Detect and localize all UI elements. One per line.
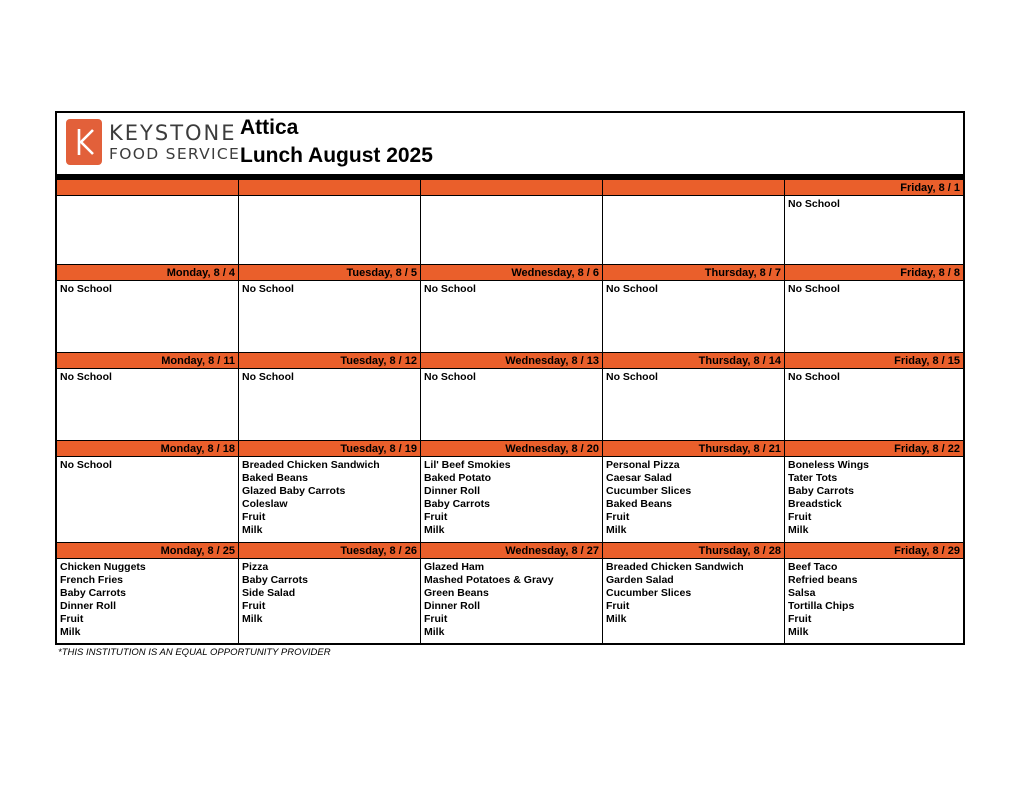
day-menu (603, 457, 784, 543)
day-cell (421, 265, 603, 353)
day-cell (785, 180, 963, 265)
day-cell (57, 265, 239, 353)
day-menu (603, 281, 784, 353)
day-cell (57, 543, 239, 645)
day-menu (603, 559, 784, 645)
menu-item: Milk (242, 524, 263, 536)
menu-item: Milk (60, 626, 81, 638)
menu-item: Milk (606, 524, 627, 536)
menu-item: Baby Carrots (242, 574, 308, 586)
menu-item: Refried beans (788, 574, 858, 586)
day-cell (239, 543, 421, 645)
menu-item: Milk (788, 626, 809, 638)
menu-item: No School (424, 371, 476, 383)
menu-item: Baked Potato (424, 472, 492, 484)
day-menu (57, 457, 238, 543)
menu-item: Side Salad (242, 587, 296, 599)
menu-item: French Fries (60, 574, 124, 586)
day-menu (239, 196, 420, 265)
menu-item: Fruit (424, 511, 448, 523)
day-menu (421, 369, 602, 441)
menu-item: Fruit (606, 511, 630, 523)
day-header: Tuesday, 8 / 12 (239, 353, 420, 369)
menu-item: Chicken Nuggets (60, 561, 146, 573)
menu-item: Baby Carrots (424, 498, 490, 510)
day-header: Monday, 8 / 25 (57, 543, 238, 559)
menu-item: Milk (242, 613, 263, 625)
day-cell (603, 441, 785, 543)
menu-item: Dinner Roll (60, 600, 117, 612)
keystone-logo (66, 119, 241, 165)
day-cell (785, 353, 963, 441)
day-menu (239, 559, 420, 645)
menu-item: Fruit (60, 613, 84, 625)
menu-item: Mashed Potatoes & Gravy (424, 574, 554, 586)
day-cell (57, 353, 239, 441)
menu-item: Milk (424, 524, 445, 536)
menu-item: No School (788, 371, 840, 383)
day-menu (57, 559, 238, 645)
week-row (57, 180, 963, 265)
day-cell (603, 265, 785, 353)
menu-item: Fruit (242, 511, 266, 523)
day-cell (421, 353, 603, 441)
menu-item: Fruit (788, 613, 812, 625)
day-header: Tuesday, 8 / 26 (239, 543, 420, 559)
menu-item: Breaded Chicken Sandwich (242, 459, 380, 471)
day-menu (785, 369, 963, 441)
day-cell (603, 353, 785, 441)
week-row (57, 353, 963, 441)
menu-item: Dinner Roll (424, 600, 481, 612)
day-header: Tuesday, 8 / 5 (239, 265, 420, 281)
menu-item: No School (788, 198, 840, 210)
day-menu (603, 369, 784, 441)
day-menu (239, 457, 420, 543)
menu-item: Baked Beans (606, 498, 672, 510)
day-header: Monday, 8 / 4 (57, 265, 238, 281)
day-header (239, 180, 420, 196)
day-header: Friday, 8 / 22 (785, 441, 963, 457)
day-header: Monday, 8 / 11 (57, 353, 238, 369)
menu-item: Fruit (242, 600, 266, 612)
day-menu (239, 369, 420, 441)
day-header: Wednesday, 8 / 27 (421, 543, 602, 559)
menu-item: Baby Carrots (788, 485, 854, 497)
day-cell (785, 543, 963, 645)
logo-wordmark-bottom: FOOD SERVICE (109, 145, 241, 163)
keystone-k-icon (66, 119, 102, 165)
menu-item: Baked Beans (242, 472, 308, 484)
menu-item: Caesar Salad (606, 472, 672, 484)
day-header: Friday, 8 / 29 (785, 543, 963, 559)
day-cell (239, 265, 421, 353)
day-menu (421, 196, 602, 265)
day-cell (421, 441, 603, 543)
day-cell (603, 180, 785, 265)
day-cell (57, 441, 239, 543)
site-name: Attica (240, 116, 299, 139)
day-menu (57, 369, 238, 441)
day-cell (239, 180, 421, 265)
menu-item: No School (606, 283, 658, 295)
day-menu (785, 281, 963, 353)
day-cell (57, 180, 239, 265)
menu-item: No School (606, 371, 658, 383)
menu-item: Pizza (242, 561, 269, 573)
day-cell (421, 180, 603, 265)
day-menu (785, 196, 963, 265)
day-header: Wednesday, 8 / 6 (421, 265, 602, 281)
week-row (57, 265, 963, 353)
day-header: Wednesday, 8 / 20 (421, 441, 602, 457)
menu-item: Breadstick (788, 498, 842, 510)
menu-item: No School (60, 459, 112, 471)
menu-item: Glazed Baby Carrots (242, 485, 346, 497)
menu-item: No School (60, 283, 112, 295)
day-header: Thursday, 8 / 21 (603, 441, 784, 457)
menu-item: Lil' Beef Smokies (424, 459, 511, 471)
day-menu (421, 559, 602, 645)
day-header: Monday, 8 / 18 (57, 441, 238, 457)
day-menu (421, 457, 602, 543)
menu-item: No School (242, 371, 294, 383)
menu-header (57, 113, 963, 180)
menu-item: Fruit (606, 600, 630, 612)
menu-item: Breaded Chicken Sandwich (606, 561, 744, 573)
menu-item: Salsa (788, 587, 816, 599)
day-menu (603, 196, 784, 265)
day-header: Wednesday, 8 / 13 (421, 353, 602, 369)
day-menu (785, 559, 963, 645)
day-header: Friday, 8 / 1 (785, 180, 963, 196)
day-header: Tuesday, 8 / 19 (239, 441, 420, 457)
menu-item: Dinner Roll (424, 485, 481, 497)
menu-item: No School (60, 371, 112, 383)
menu-item: Milk (606, 613, 627, 625)
menu-item: Glazed Ham (424, 561, 485, 573)
calendar-grid (57, 180, 963, 645)
logo-wordmark-top: KEYSTONE (109, 121, 237, 145)
day-cell (785, 441, 963, 543)
menu-item: Green Beans (424, 587, 489, 599)
menu-item: Tortilla Chips (788, 600, 855, 612)
menu-item: Tater Tots (788, 472, 838, 484)
menu-item: Beef Taco (788, 561, 838, 573)
day-menu (421, 281, 602, 353)
day-cell (239, 353, 421, 441)
menu-calendar (55, 111, 965, 645)
menu-item: No School (424, 283, 476, 295)
week-row (57, 441, 963, 543)
menu-item: Milk (788, 524, 809, 536)
menu-item: Coleslaw (242, 498, 288, 510)
day-menu (57, 281, 238, 353)
menu-item: Fruit (424, 613, 448, 625)
day-header (57, 180, 238, 196)
menu-item: Personal Pizza (606, 459, 680, 471)
menu-item: Boneless Wings (788, 459, 870, 471)
menu-item: Cucumber Slices (606, 485, 692, 497)
day-cell (785, 265, 963, 353)
day-header: Thursday, 8 / 14 (603, 353, 784, 369)
week-row (57, 543, 963, 645)
day-header: Thursday, 8 / 28 (603, 543, 784, 559)
day-header: Friday, 8 / 15 (785, 353, 963, 369)
day-cell (421, 543, 603, 645)
day-cell (603, 543, 785, 645)
menu-title: Lunch August 2025 (240, 144, 433, 167)
menu-item: Garden Salad (606, 574, 674, 586)
day-menu (785, 457, 963, 543)
day-menu (57, 196, 238, 265)
menu-item: Baby Carrots (60, 587, 126, 599)
equal-opportunity-note: *THIS INSTITUTION IS AN EQUAL OPPORTUNITY PROVIDER (58, 647, 331, 658)
day-header: Thursday, 8 / 7 (603, 265, 784, 281)
day-header: Friday, 8 / 8 (785, 265, 963, 281)
day-header (603, 180, 784, 196)
day-menu (239, 281, 420, 353)
day-cell (239, 441, 421, 543)
menu-item: No School (242, 283, 294, 295)
menu-item: No School (788, 283, 840, 295)
day-header (421, 180, 602, 196)
menu-item: Fruit (788, 511, 812, 523)
menu-item: Milk (424, 626, 445, 638)
menu-item: Cucumber Slices (606, 587, 692, 599)
